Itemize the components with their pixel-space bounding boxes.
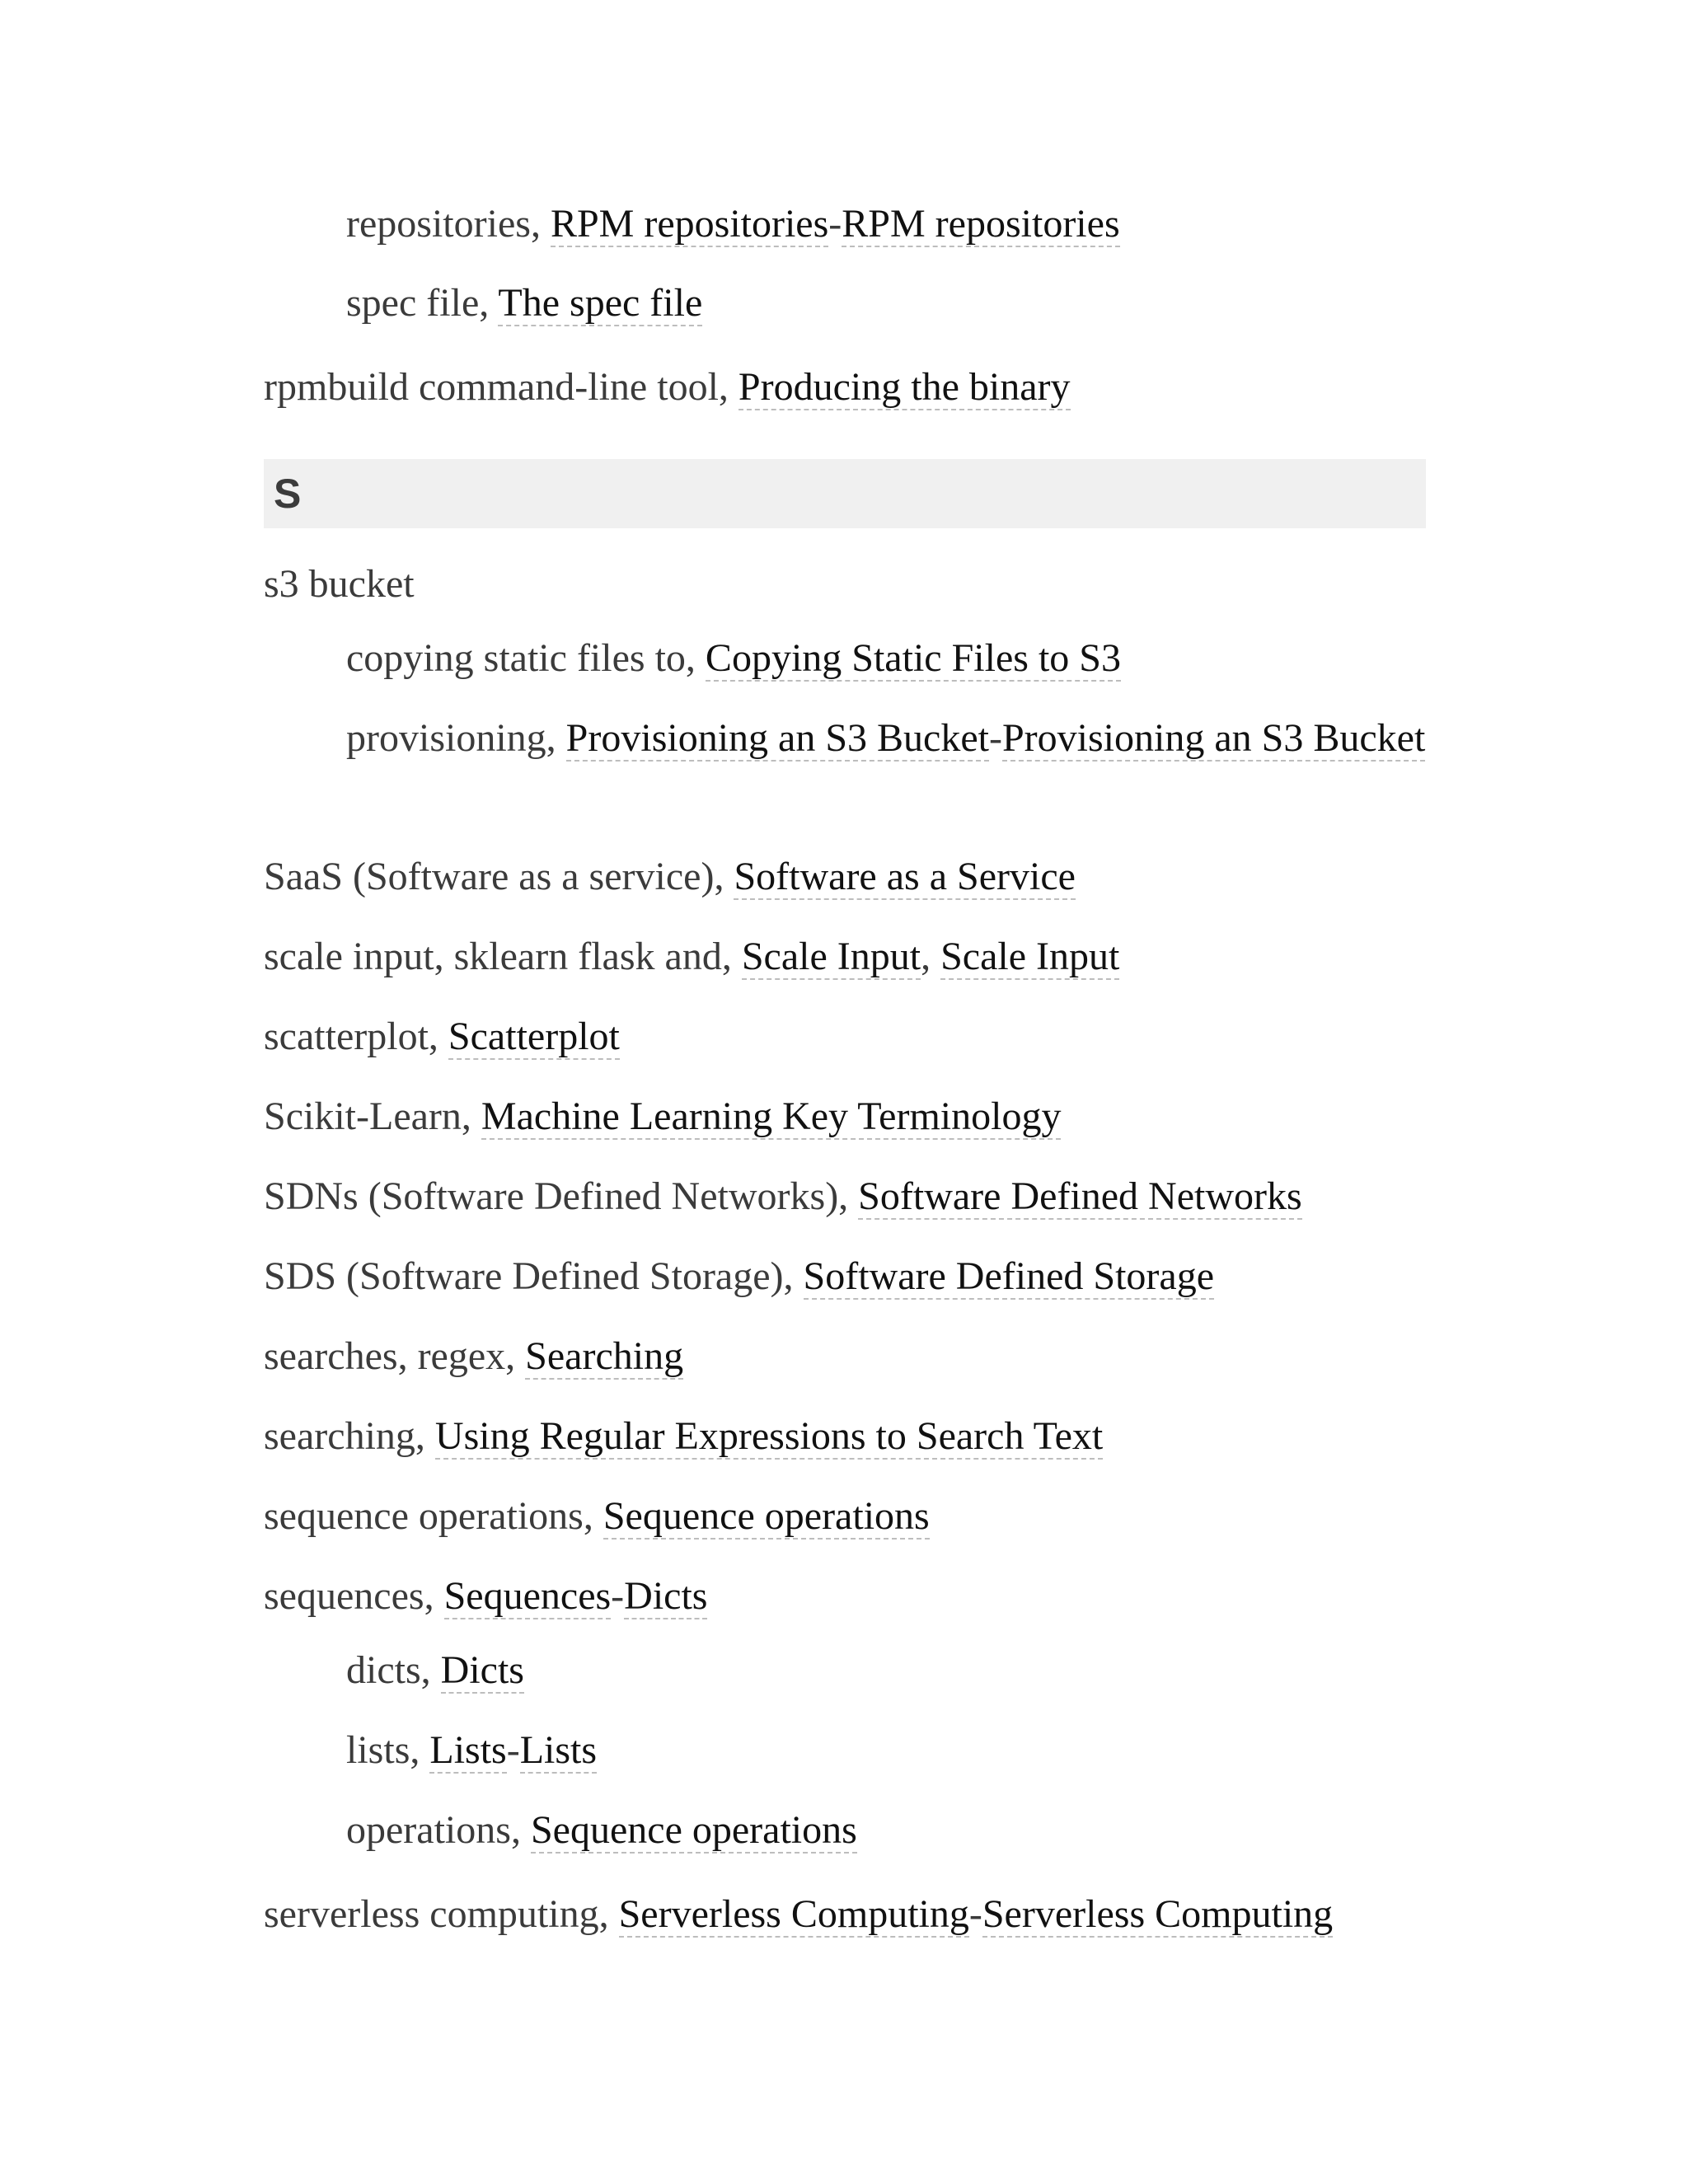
index-link-provisioning-s3-bucket-end[interactable]: Provisioning an S3 Bucket: [1001, 716, 1426, 760]
index-entry-scale-input: scale input, sklearn flask and, Scale Input, Scale Input: [264, 935, 1120, 978]
index-link-scatterplot[interactable]: Scatterplot: [448, 1015, 620, 1058]
index-term: searches, regex: [264, 1334, 506, 1378]
index-link-copying-static-files-to-s3[interactable]: Copying Static Files to S3: [705, 636, 1121, 680]
index-link-the-spec-file[interactable]: The spec file: [498, 281, 703, 325]
index-entry-scatterplot: scatterplot, Scatterplot: [264, 1015, 620, 1058]
index-link-software-defined-networks[interactable]: Software Defined Networks: [858, 1174, 1302, 1218]
index-link-scale-input-2[interactable]: Scale Input: [940, 935, 1120, 978]
index-link-scale-input-1[interactable]: Scale Input: [741, 935, 921, 978]
index-term: rpmbuild command-line tool: [264, 365, 719, 409]
index-link-lists-start[interactable]: Lists: [429, 1728, 507, 1772]
index-term: SDS (Software Defined Storage): [264, 1254, 784, 1298]
index-link-lists-end[interactable]: Lists: [519, 1728, 598, 1772]
index-entry-rpmbuild: rpmbuild command-line tool, Producing the binary: [264, 365, 1071, 409]
index-link-rpm-repositories-start[interactable]: RPM repositories: [550, 202, 829, 246]
index-term: searching: [264, 1414, 415, 1458]
index-entry-sds: SDS (Software Defined Storage), Software Defined Storage: [264, 1254, 1215, 1298]
index-link-provisioning-s3-bucket-start[interactable]: Provisioning an S3 Bucket: [565, 716, 989, 760]
index-link-producing-the-binary[interactable]: Producing the binary: [738, 365, 1071, 409]
index-term: repositories: [346, 202, 531, 246]
index-term: sequences: [264, 1574, 424, 1618]
index-term: sequence operations: [264, 1494, 584, 1538]
index-term: provisioning: [346, 716, 546, 760]
index-link-serverless-computing-end[interactable]: Serverless Computing: [982, 1892, 1334, 1936]
index-term: dicts: [346, 1648, 421, 1692]
index-term: copying static files to: [346, 636, 686, 680]
index-link-sequence-operations[interactable]: Sequence operations: [603, 1494, 930, 1538]
index-link-dicts[interactable]: Dicts: [440, 1648, 524, 1692]
index-entry-provisioning: provisioning, Provisioning an S3 Bucket-Provisioning an S3 Bucket: [346, 716, 1426, 760]
index-link-software-defined-storage[interactable]: Software Defined Storage: [803, 1254, 1215, 1298]
index-entry-saas: SaaS (Software as a service), Software as a Service: [264, 855, 1076, 898]
section-header-s: [264, 459, 1426, 528]
index-entry-copying-static-files: copying static files to, Copying Static Files to S3: [346, 636, 1121, 680]
index-entry-scikit-learn: Scikit-Learn, Machine Learning Key Terminology: [264, 1094, 1062, 1138]
index-term: serverless computing: [264, 1892, 599, 1936]
index-entry-dicts: dicts, Dicts: [346, 1648, 524, 1692]
index-entry-sdns: SDNs (Software Defined Networks), Software Defined Networks: [264, 1174, 1302, 1218]
index-entry-lists: lists, Lists-Lists: [346, 1728, 598, 1772]
section-letter: S: [274, 471, 302, 517]
index-entry-operations: operations, Sequence operations: [346, 1808, 857, 1852]
index-term: spec file: [346, 281, 480, 325]
index-term: s3 bucket: [264, 562, 415, 606]
index-link-software-as-a-service[interactable]: Software as a Service: [734, 855, 1076, 898]
index-link-searching[interactable]: Searching: [525, 1334, 684, 1378]
index-link-dicts-range-end[interactable]: Dicts: [624, 1574, 708, 1618]
index-term: scale input, sklearn flask and: [264, 935, 722, 978]
index-entry-searching: searching, Using Regular Expressions to Search Text: [264, 1414, 1104, 1458]
index-entry-spec-file: spec file, The spec file: [346, 281, 703, 325]
index-entry-searches-regex: searches, regex, Searching: [264, 1334, 684, 1378]
index-term: operations: [346, 1808, 511, 1852]
index-term: scatterplot: [264, 1015, 429, 1058]
index-link-serverless-computing-start[interactable]: Serverless Computing: [618, 1892, 969, 1936]
index-term: SDNs (Software Defined Networks): [264, 1174, 839, 1218]
index-link-rpm-repositories-end[interactable]: RPM repositories: [842, 202, 1120, 246]
index-term: SaaS (Software as a service): [264, 855, 715, 898]
index-entry-sequence-operations: sequence operations, Sequence operations: [264, 1494, 930, 1538]
index-term: lists: [346, 1728, 410, 1772]
index-entry-serverless-computing: serverless computing, Serverless Computing-Serverless Computing: [264, 1892, 1334, 1936]
index-entry-repositories: repositories, RPM repositories-RPM repositories: [346, 202, 1120, 246]
index-link-sequence-operations-sub[interactable]: Sequence operations: [530, 1808, 857, 1852]
index-link-ml-key-terminology[interactable]: Machine Learning Key Terminology: [481, 1094, 1062, 1138]
index-entry-sequences: sequences, Sequences-Dicts: [264, 1574, 708, 1618]
index-term: Scikit-Learn: [264, 1094, 462, 1138]
index-link-sequences[interactable]: Sequences: [443, 1574, 612, 1618]
index-link-regex-search-text[interactable]: Using Regular Expressions to Search Text: [434, 1414, 1104, 1458]
index-entry-s3-bucket: [264, 558, 415, 611]
